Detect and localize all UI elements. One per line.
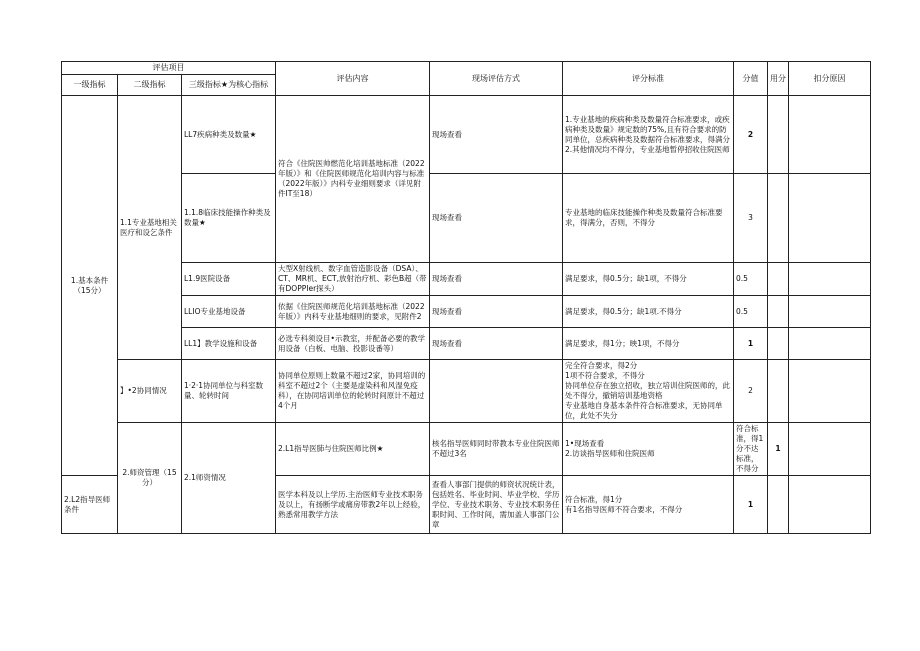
- level3-cell: LLIO专业基地设备: [182, 296, 276, 328]
- method-cell: 现场查看: [430, 96, 563, 174]
- standard-cell: 满足要求，得1分；映1项，不得分: [563, 328, 734, 360]
- content-cell: 必选专科须设目•示教室，并配备必要的教学用设备（白板、电脑、投影设番等）: [276, 328, 430, 360]
- table-row: [62, 423, 871, 476]
- level2-coop: 】•2协同情况: [118, 360, 182, 423]
- table-row: [62, 96, 871, 174]
- table-row: [62, 360, 871, 423]
- used-cell: [768, 360, 789, 423]
- header-reason: 扣分原因: [789, 62, 871, 96]
- level2-faculty: 2.1师资情况: [182, 423, 276, 534]
- used-cell: [768, 296, 789, 328]
- table-row: [62, 174, 871, 263]
- content-cell: 核名指导医师同时带教本专业住院医师不超过3名: [430, 423, 563, 476]
- header-standard: 评分标准: [563, 62, 734, 96]
- header-used: 用分: [768, 62, 789, 96]
- score-cell: 3: [734, 174, 768, 263]
- standard-cell: 符合标准，得1分 有1名指导医师不符合要求，不得分: [563, 476, 734, 534]
- method-cell: 1•现场查看 2.访谈指导医师和住院医师: [563, 423, 734, 476]
- header-group: 评估项目: [62, 62, 276, 75]
- score-cell: 0.5: [734, 263, 768, 296]
- score-cell: 2: [734, 360, 768, 423]
- header-level2: 二级指标: [118, 75, 182, 96]
- header-content: 评估内容: [276, 62, 430, 96]
- header-method: 现场评估方式: [430, 62, 563, 96]
- used-cell: [768, 263, 789, 296]
- standard-cell: 1.专业基地的疾病种类及数量符合标准要求，或疾病种类及数量》规定数的75%,且有符合要求的防同单位，总疾病种类及数据符合标准要求，得满分 2.其他情况均不得分，专业基地暂停招收住院医师: [563, 96, 734, 174]
- standard-cell: 满足要求，得0.5分；缺1项，不得分: [563, 263, 734, 296]
- level3-cell: LL1】教学设施和设备: [182, 328, 276, 360]
- reason-cell: [789, 296, 871, 328]
- reason-cell: [789, 96, 871, 174]
- reason-cell: [789, 476, 871, 534]
- header-level3: 三级指标★为核心指标: [182, 75, 276, 96]
- method-cell: 现场查看: [430, 296, 563, 328]
- method-cell: [430, 360, 563, 423]
- level1-basic: 1.基本条件（15分）: [62, 96, 118, 476]
- level3-cell: 2.L2指导医师条件: [62, 476, 118, 534]
- score-cell: 1: [734, 476, 768, 534]
- method-cell: 现场查看: [430, 263, 563, 296]
- method-cell: 查看人事部门提供的师资状况统计表，包括姓名、毕业时间、毕业学校、学历学位、专业技术职务、专业技术职务任职时间、工作时间，需加盖人事部门公章: [430, 476, 563, 534]
- used-cell: [768, 96, 789, 174]
- score-cell: 0.5: [734, 296, 768, 328]
- method-cell: 现场查看: [430, 328, 563, 360]
- used-cell: [768, 476, 789, 534]
- score-cell: 2: [734, 96, 768, 174]
- header-score: 分值: [734, 62, 768, 96]
- shared-content: 符合《住院医帅燃范化培训基地标准（2022年版）》和《住院医师规范化培训内容与标准（2022年版）》内科专业细则要求（详见附件IT至18）: [276, 96, 430, 263]
- level3-cell: 1·2·1协同单位与科室数量、轮转时间: [182, 360, 276, 423]
- reason-cell: [789, 328, 871, 360]
- level3-cell: 1.1.8临床技能操作种类及数量★: [182, 174, 276, 263]
- standard-cell: 完全符合要求，得2分 1项不符合要求，不得分 协同单位存在独立招收，独立培训住院医师的，此处不得分，撤销培训基地资格 专业基地自身基本条件符合标准要求，无协同单位，此处不失分: [563, 360, 734, 423]
- content-cell: 大型X射线机、数字血管造影设备（DSA）、CT、MR机、ECT,放射治疗机、彩色B超（带有DOPPIer探头）: [276, 263, 430, 296]
- score-cell: 1: [734, 328, 768, 360]
- table-row: [62, 263, 871, 296]
- method-cell: 现场查看: [430, 174, 563, 263]
- evaluation-table: [61, 61, 871, 534]
- standard-cell: 满足要求，得0.5分；缺1项.不得分: [563, 296, 734, 328]
- table-row: [62, 328, 871, 360]
- level3-cell: L1.9医院设备: [182, 263, 276, 296]
- score-cell: 1: [768, 423, 789, 476]
- reason-cell: [789, 263, 871, 296]
- content-cell: 依据《住院医师规范化培训基地标准（2022年版）》内科专业基地细则的要求，见附件2: [276, 296, 430, 328]
- level2-facilities: 1.1专业基地相关医疗和设乞条件: [118, 96, 182, 360]
- level1-faculty: 2.师资管理（15分）: [118, 423, 182, 534]
- reason-cell: [789, 174, 871, 263]
- standard-cell: 符合标准，得1分不达标准，不得分: [734, 423, 768, 476]
- level3-cell: 2.L1指导医肺与住院医师比例★: [276, 423, 430, 476]
- reason-cell: [789, 360, 871, 423]
- standard-cell: 专业基地的临床技能操作种类及数量符合标准要求，得满分，否则，不得分: [563, 174, 734, 263]
- level3-cell: LL7疾病种类及数量★: [182, 96, 276, 174]
- content-cell: 医学本科及以上学历.主治医师专业技术职务及以上，有扬断学或痛房带教2年以上经验，熟悉常用教学方法: [276, 476, 430, 534]
- used-cell: [768, 328, 789, 360]
- content-cell: 协同单位原则上数量不超过2家，协同培训的科室不超过2个（主要是虚染科和风湿免疫科），在协同培训单位的轮转时间原计不超过4个月: [276, 360, 430, 423]
- used-cell: [768, 174, 789, 263]
- used-cell: [789, 423, 871, 476]
- header-level1: 一级指标: [62, 75, 118, 96]
- table-row: [62, 296, 871, 328]
